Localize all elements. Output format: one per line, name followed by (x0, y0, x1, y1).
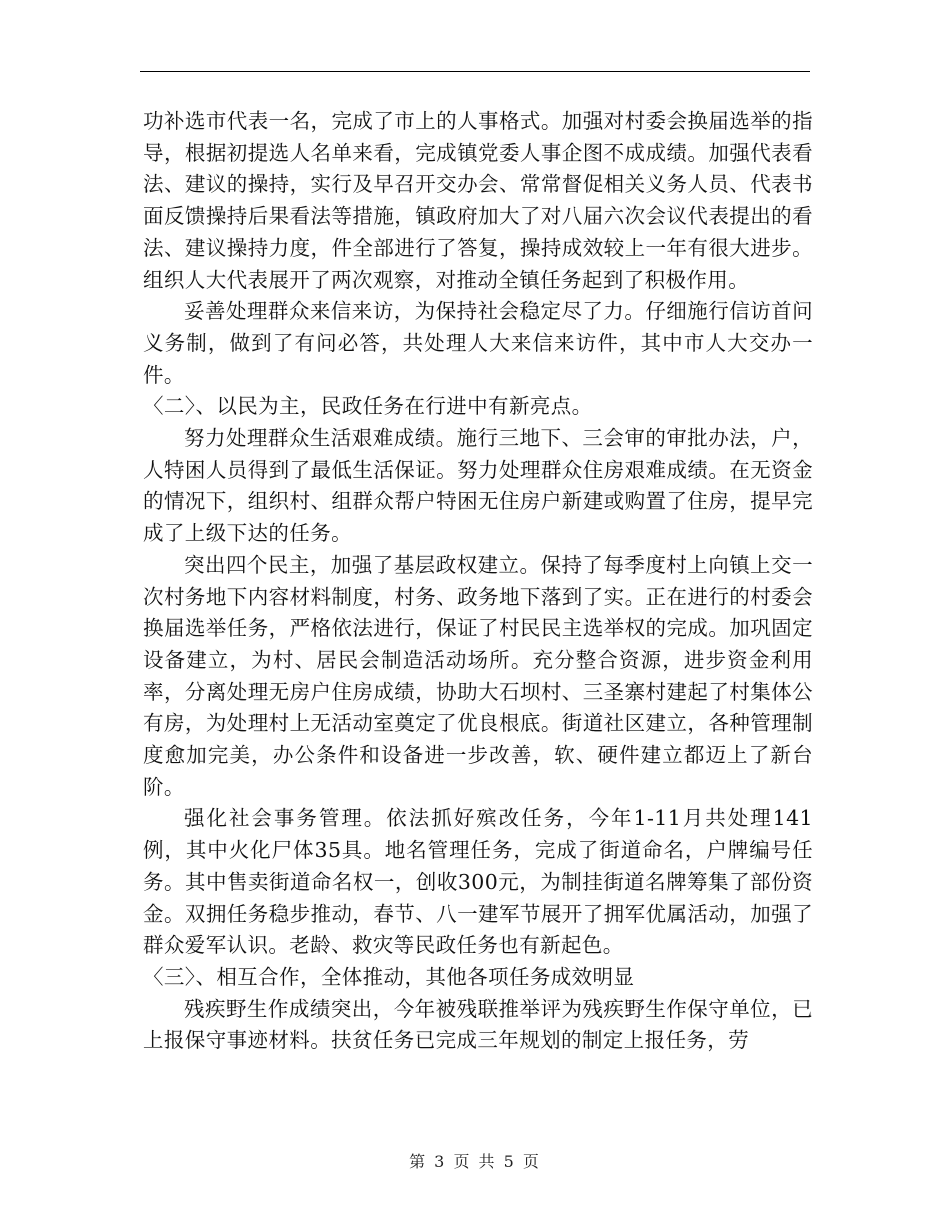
paragraph-disabled-persons-work: 残疾野生作成绩突出，今年被残联推举评为残疾野生作保守单位，已上报保守事迹材料。扶贫任务已完成三年规划的制定上报任务，劳 (143, 996, 813, 1053)
paragraph-continuation: 功补选市代表一名，完成了市上的人事格式。加强对村委会换届选举的指导，根据初提选人名单来看，完成镇党委人事企图不成成绩。加强代表看法、建议的操持，实行及早召开交办会、常常督促相关义务人员、代表书面反馈操持后果看法等措施，镇政府加大了对八届六次会议代表提出的看法、建议操持力度，件全部进行了答复，操持成效较上一年有很大进步。组织人大代表展开了两次观察，对推动全镇任务起到了积极作用。 (143, 109, 813, 292)
page-footer: 第 3 页 共 5 页 (409, 1152, 541, 1171)
paragraph-livelihood-difficulties: 努力处理群众生活艰难成绩。施行三地下、三会审的审批办法，户，人特困人员得到了最低生活保证。努力处理群众住房艰难成绩。在无资金的情况下，组织村、组群众帮户特困无住房户新建或购置了住房，提早完成了上级下达的任务。 (143, 426, 813, 546)
paragraph-grassroots-democracy: 突出四个民主，加强了基层政权建立。保持了每季度村上向镇上交一次村务地下内容材料制度，村务、政务地下落到了实。正在进行的村委会换届选举任务，严格依法进行，保证了村民民主选举权的完成。加巩固定设备建立，为村、居民会制造活动场所。充分整合资源，进步资金利用率，分离处理无房户住房成绩，协助大石坝村、三圣寨村建起了村集体公有房，为处理村上无活动室奠定了优良根底。街道社区建立，各种管理制度愈加完美，办公条件和设备进一步改善，软、硬件建立都迈上了新台阶。 (143, 552, 813, 799)
paragraph-petitions: 妥善处理群众来信来访，为保持社会稳定尽了力。仔细施行信访首问义务制，做到了有问必答，共处理人大来信来访件，其中市人大交办一件。 (143, 299, 813, 387)
section-heading-other-tasks: 〈三〉、相互合作，全体推动，其他各项任务成效明显 (143, 964, 635, 989)
paragraph-social-affairs: 强化社会事务管理。依法抓好殡改任务，今年1-11月共处理141例，其中火化尸体35具。地名管理任务，完成了街道命名，户牌编号任务。其中售卖街道命名权一，创收300元，为制挂街道名牌筹集了部份资金。双拥任务稳步推动，春节、八一建军节展开了拥军优属活动，加强了群众爱军认识。老龄、救灾等民政任务也有新起色。 (143, 806, 813, 958)
document-body (143, 106, 813, 1057)
section-heading-civil-affairs: 〈二〉、以民为主，民政任务在行进中有新亮点。 (143, 394, 593, 419)
header-rule (140, 71, 810, 72)
